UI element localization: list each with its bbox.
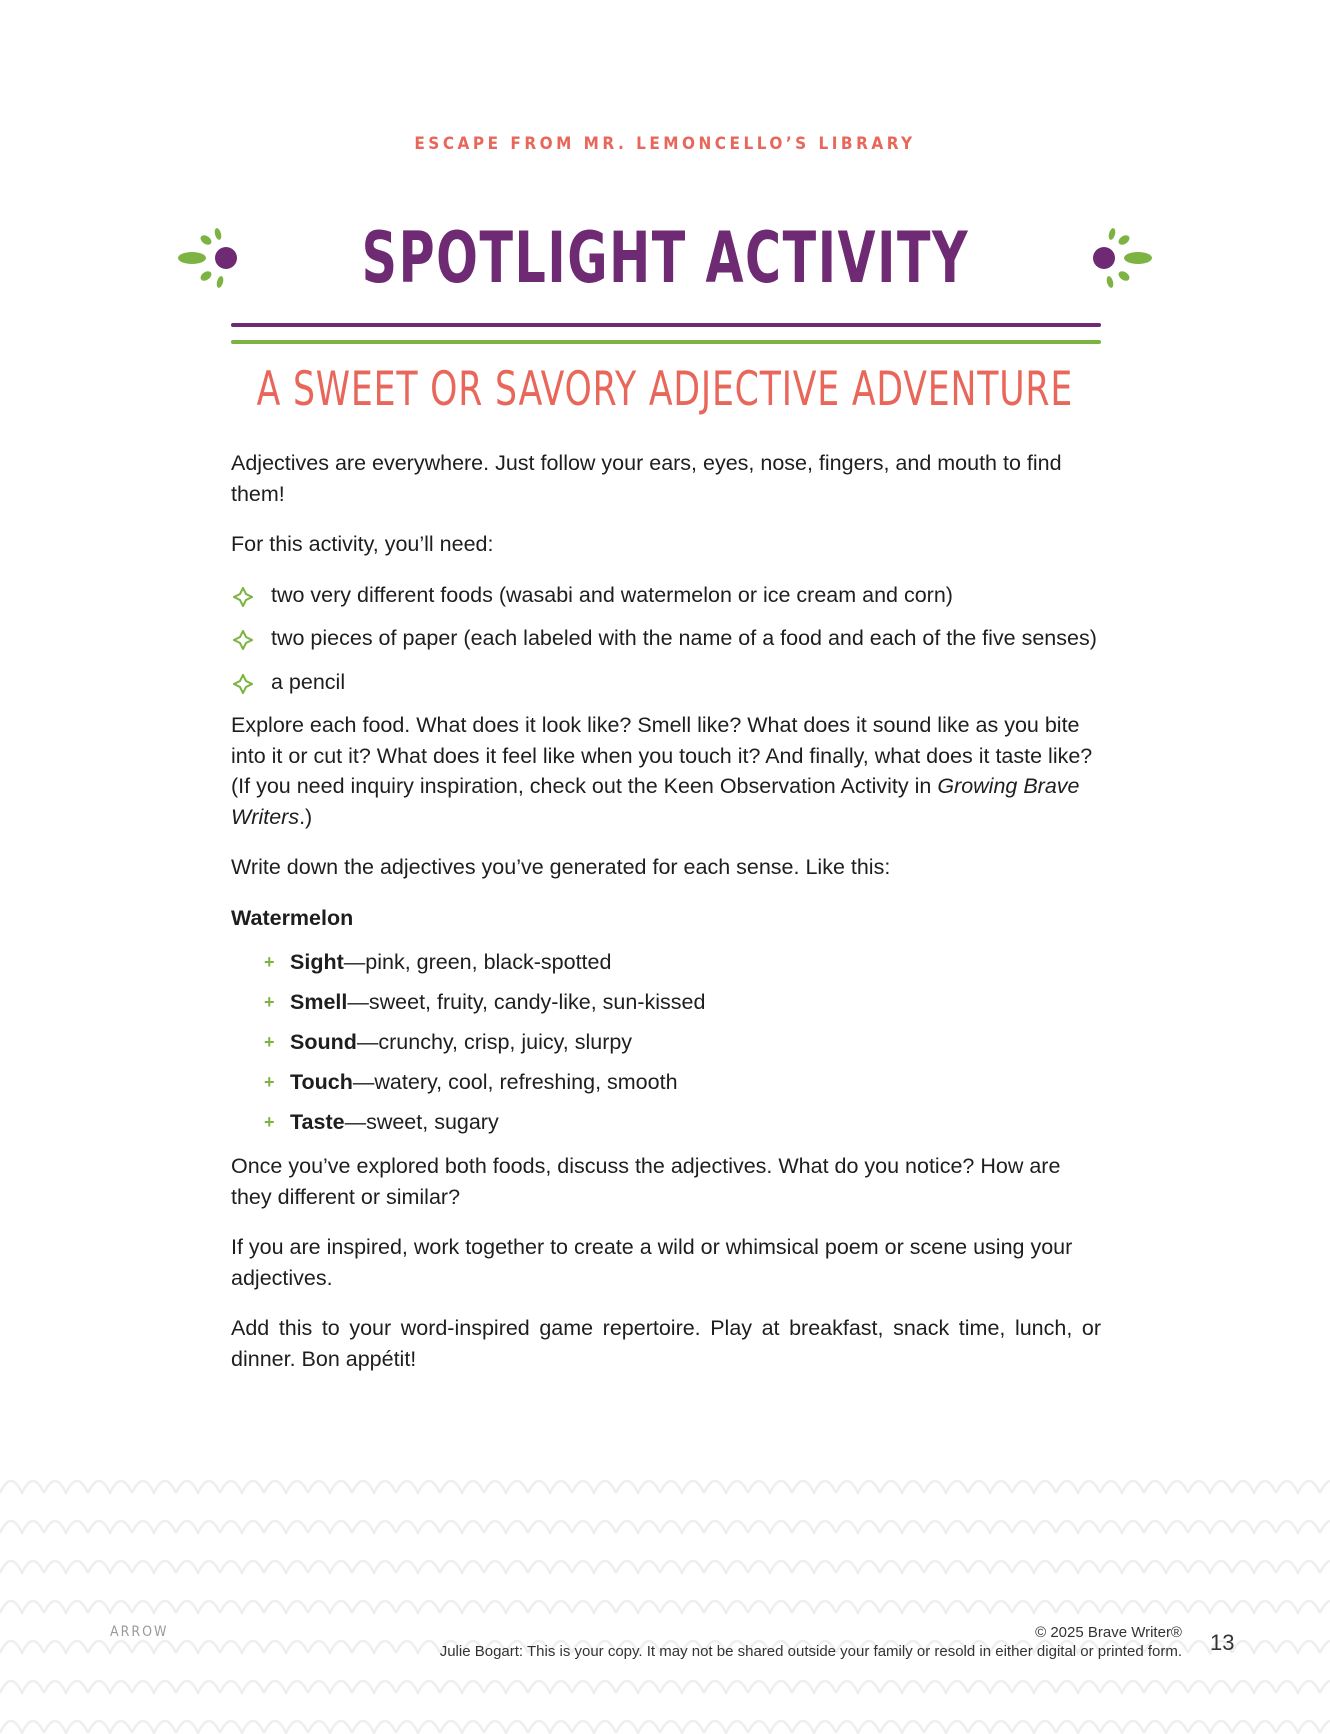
diamond-bullet-icon [233, 628, 253, 659]
inspired-paragraph: If you are inspired, work together to create a wild or whimsical poem or scene using your adjectives. [231, 1235, 1073, 1290]
plus-bullet-icon: + [264, 992, 275, 1012]
list-item: two very different foods (wasabi and watermelon or ice cream and corn) [231, 580, 1101, 611]
write-down-paragraph: Write down the adjectives you’ve generated for each sense. Like this: [231, 855, 891, 879]
diamond-bullet-icon [233, 585, 253, 616]
list-item: two pieces of paper (each labeled with the name of a food and each of the five senses) [231, 623, 1101, 654]
diamond-bullet-icon [233, 672, 253, 703]
title-row [0, 208, 1330, 308]
plus-bullet-icon: + [264, 952, 275, 972]
sparkle-right-icon [1084, 228, 1160, 288]
list-item: + Taste—sweet, sugary [290, 1107, 1101, 1137]
activity-body [231, 448, 1101, 1394]
plus-bullet-icon: + [264, 1032, 275, 1052]
list-item: + Sound—crunchy, crisp, juicy, slurpy [290, 1027, 1101, 1057]
supplies-intro: For this activity, you’ll need: [231, 532, 494, 556]
closing-paragraph: Add this to your word-inspired game repertoire. Play at breakfast, snack time, lunch, or dinner. Bon appétit! [231, 1316, 1101, 1371]
list-item: + Smell—sweet, fruity, candy-like, sun-kissed [290, 987, 1101, 1017]
license-notice: Julie Bogart: This is your copy. It may not be shared outside your family or resold in either digital or printed form. [439, 1643, 1182, 1660]
list-item: a pencil [231, 667, 1101, 698]
plus-bullet-icon: + [264, 1112, 275, 1132]
page-title: SPOTLIGHT ACTIVITY [361, 217, 969, 299]
plus-bullet-icon: + [264, 1072, 275, 1092]
senses-list [231, 947, 1101, 1137]
scallop-pattern-background [0, 1455, 1330, 1734]
activity-subtitle: A SWEET OR SAVORY ADJECTIVE ADVENTURE [256, 362, 1074, 417]
divider-purple [231, 323, 1101, 327]
discuss-paragraph: Once you’ve explored both foods, discuss the adjectives. What do you notice? How are they different or similar? [231, 1154, 1061, 1209]
example-food-heading: Watermelon [231, 905, 354, 930]
supplies-list [231, 580, 1101, 698]
explore-paragraph: Explore each food. What does it look like? Smell like? What does it sound like as you bite into it or cut it? What does it feel like when you touch it? And finally, what does it taste like? (If you need inquiry inspiration, check out the Keen Observation Activity in Growing Brave Writers.) [231, 713, 1093, 829]
book-title: Growing Brave Writers [231, 774, 1080, 829]
intro-paragraph: Adjectives are everywhere. Just follow your ears, eyes, nose, fingers, and mouth to find them! [231, 451, 1062, 506]
series-title: ESCAPE FROM MR. LEMONCELLO’S LIBRARY [414, 134, 916, 154]
page-number: 13 [1210, 1630, 1235, 1655]
list-item: + Touch—watery, cool, refreshing, smooth [290, 1067, 1101, 1097]
brand-logo: ARROW [110, 1624, 169, 1640]
copyright-text: © 2025 Brave Writer® [1035, 1624, 1182, 1641]
list-item: + Sight—pink, green, black-spotted [290, 947, 1101, 977]
sparkle-left-icon [170, 228, 246, 288]
divider-green [231, 340, 1101, 344]
